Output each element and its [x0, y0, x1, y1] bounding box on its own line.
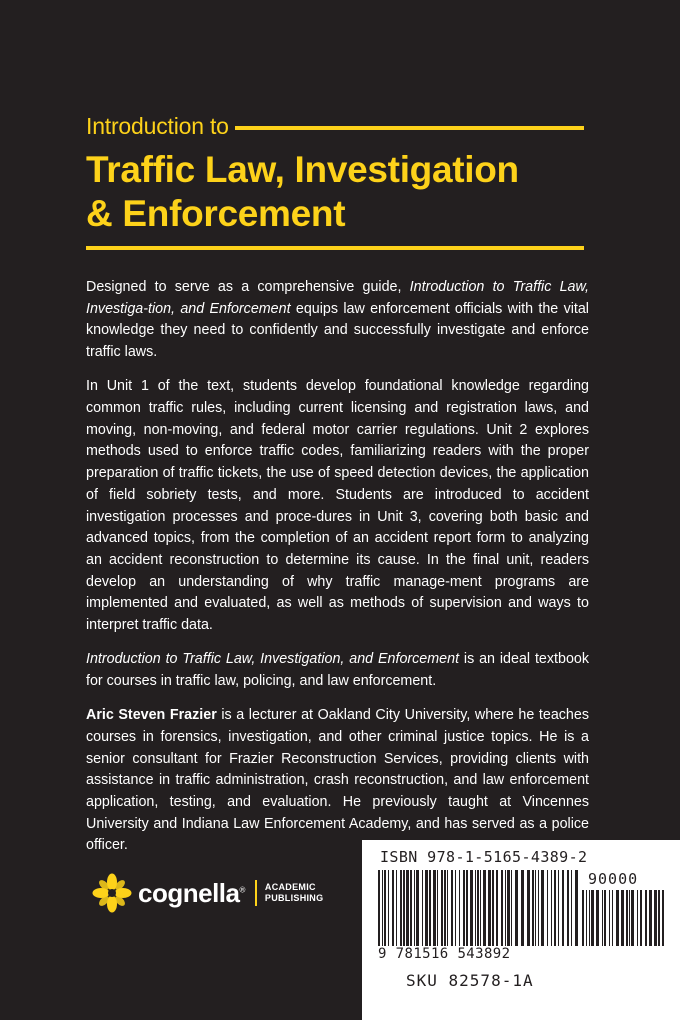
barcode-bar — [626, 890, 628, 946]
barcode-bar — [535, 870, 536, 946]
barcode-bar — [609, 890, 610, 946]
barcode-bar — [521, 870, 524, 946]
barcode-bar — [649, 890, 652, 946]
barcode-bar — [575, 870, 578, 946]
barcode-bar — [640, 890, 642, 946]
barcode-bar — [505, 870, 506, 946]
logo-divider — [255, 880, 257, 906]
author-name: Aric Steven Frazier — [86, 707, 217, 724]
barcode-bar — [496, 870, 498, 946]
barcode-bar — [547, 870, 548, 946]
barcode-bar — [604, 890, 606, 946]
isbn-digits: 9 781516 543892 — [378, 946, 511, 962]
barcode-bar — [384, 870, 386, 946]
barcode-bar — [414, 870, 415, 946]
barcode-bar — [470, 870, 473, 946]
barcode-bar — [511, 870, 512, 946]
barcode-bar — [515, 870, 518, 946]
barcode-bar — [466, 870, 468, 946]
barcode-bar — [392, 870, 394, 946]
title-line-1: Traffic Law, Investigation — [86, 149, 519, 190]
title-kicker: Introduction to — [86, 112, 229, 139]
barcode-bar — [388, 870, 389, 946]
paragraph-intro: Designed to serve as a comprehensive guide, Introduction to Traffic Law, Investiga-tion, and Enforcement equips law enforcement officials with the vital knowledge they need to confidently and successfully investigate and enforce traffic laws. — [86, 279, 589, 361]
barcode-bar — [410, 870, 412, 946]
barcode-bar — [602, 890, 603, 946]
barcode-bar — [433, 870, 436, 946]
price-addon-barcode — [582, 890, 664, 946]
barcode-bar — [596, 890, 599, 946]
barcode-bar — [444, 870, 446, 946]
isbn-barcode — [378, 870, 578, 946]
barcode-bar — [451, 870, 453, 946]
barcode-bar — [551, 870, 552, 946]
book-title-italic: Introduction to Traffic Law, Investiga-tion, and Enforcement — [86, 279, 589, 317]
barcode-bar — [532, 870, 534, 946]
sku-label: SKU 82578-1A — [406, 971, 534, 990]
barcode-bar — [422, 870, 423, 946]
barcode-bar — [571, 870, 572, 946]
barcode-bar — [425, 870, 428, 946]
publisher-wordmark: cognella® — [138, 877, 245, 908]
publisher-subtitle: ACADEMIC PUBLISHING — [264, 882, 324, 903]
paragraph-units: In Unit 1 of the text, students develop foundational knowledge regarding common traffic rules, including current licensing and registration laws, and moving, non-moving, and federal motor carrier regulations. Unit 2 explores methods used to enforce traffic codes, familiarizing readers with the proper preparation of traffic tickets, the use of speed detection devices, the application of field sobriety tests, and more. Students are introduced to accident investigation processes and proce-dures in Unit 3, covering both basic and advanced topics, from the completion of an accident report form to analyzing an accident reconstruction to determine its cause. In the final unit, readers develop an understanding of why traffic manage-ment programs are implemented and evaluated, as well as methods of supervision and ways to interpret traffic data. — [86, 378, 589, 634]
barcode-bar — [654, 890, 657, 946]
barcode-bar — [483, 870, 486, 946]
barcode-bar — [477, 870, 479, 946]
back-cover-copy — [86, 277, 589, 870]
barcode-bar — [629, 890, 630, 946]
barcode-bar — [507, 870, 510, 946]
barcode-bar — [631, 890, 634, 946]
barcode-bar — [616, 890, 619, 946]
barcode-bar — [621, 890, 624, 946]
barcode-bar — [589, 890, 590, 946]
barcode-bar — [480, 870, 481, 946]
barcode-bar — [591, 890, 594, 946]
barcode-bar — [538, 870, 539, 946]
barcode-bar — [429, 870, 431, 946]
price-addon-digits: 90000 — [588, 870, 639, 888]
barcode-panel — [362, 840, 680, 1020]
barcode-bar — [400, 870, 402, 946]
barcode-bar — [645, 890, 647, 946]
barcode-bar — [459, 870, 460, 946]
barcode-bar — [416, 870, 419, 946]
barcode-bar — [447, 870, 448, 946]
book-title-italic: Introduction to Traffic Law, Investigation, and Enforcement — [86, 651, 460, 668]
isbn-label: ISBN 978-1-5165-4389-2 — [380, 848, 588, 866]
barcode-bar — [488, 870, 491, 946]
book-title — [86, 148, 606, 236]
barcode-bar — [658, 890, 660, 946]
barcode-bar — [403, 870, 405, 946]
barcode-bar — [378, 870, 380, 946]
barcode-bar — [492, 870, 494, 946]
paragraph-author: Aric Steven Frazier is a lecturer at Oakland City University, where he teaches courses in forensics, investigation, and other criminal justice topics. He is a senior consultant for Frazier Reconstruction Services, providing clients with assistance in traffic administration, crash reconstruction, and law enforcement application, testing, and evaluation. He previously taught at Vincennes University and Indiana Law Enforcement Academy, and has served as a police officer. — [86, 707, 589, 854]
cognella-flower-icon — [92, 873, 132, 913]
barcode-bar — [441, 870, 443, 946]
barcode-bar — [582, 890, 584, 946]
barcode-bar — [562, 870, 564, 946]
publisher-logo — [92, 870, 323, 916]
title-rule — [86, 246, 584, 250]
title-line-2: & Enforcement — [86, 193, 346, 234]
barcode-bar — [406, 870, 409, 946]
barcode-bar — [612, 890, 613, 946]
barcode-bar — [558, 870, 559, 946]
barcode-bar — [567, 870, 569, 946]
barcode-bar — [554, 870, 556, 946]
barcode-bar — [586, 890, 587, 946]
barcode-bar — [637, 890, 638, 946]
barcode-bar — [463, 870, 465, 946]
barcode-bar — [501, 870, 503, 946]
kicker-rule — [235, 126, 584, 130]
barcode-bar — [396, 870, 397, 946]
barcode-bar — [541, 870, 544, 946]
barcode-bar — [475, 870, 476, 946]
paragraph-audience: Introduction to Traffic Law, Investigation, and Enforcement is an ideal textbook for courses in traffic law, policing, and law enforcement. — [86, 651, 589, 689]
barcode-bar — [382, 870, 383, 946]
kicker-row — [86, 112, 584, 140]
barcode-bar — [455, 870, 456, 946]
barcode-bar — [437, 870, 438, 946]
barcode-bar — [527, 870, 530, 946]
barcode-bar — [662, 890, 664, 946]
